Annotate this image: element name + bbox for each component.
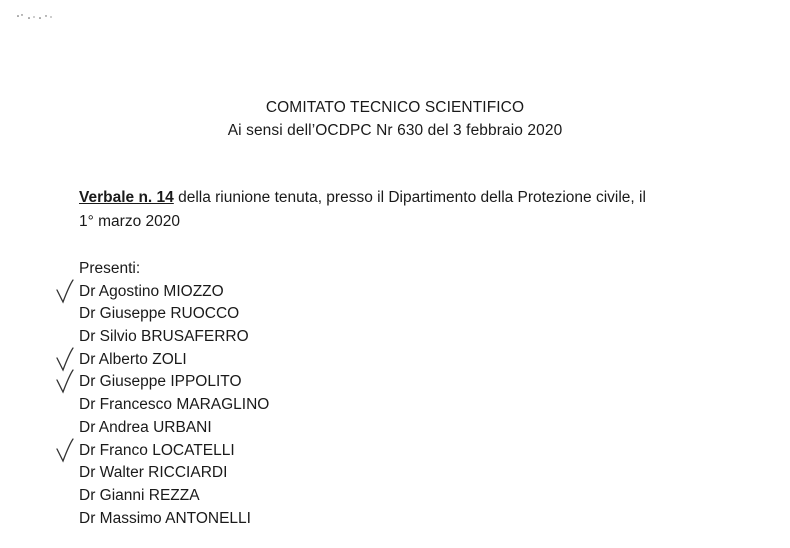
attendee-name: Dr Walter RICCIARDI [79, 464, 228, 482]
attendee-item [79, 417, 269, 440]
attendee-item [79, 462, 269, 485]
attendee-item [79, 371, 269, 394]
legal-basis: Ai sensi dell’OCDPC Nr 630 del 3 febbraio 2020 [227, 122, 563, 139]
committee-title: COMITATO TECNICO SCIENTIFICO [265, 99, 525, 116]
attendees-label: Presenti: [79, 260, 141, 277]
attendee-name: Dr Alberto ZOLI [79, 350, 187, 368]
attendee-name: Dr Silvio BRUSAFERRO [79, 328, 249, 346]
minutes-reference: Verbale n. 14 [79, 189, 174, 206]
attendee-name: Dr Giuseppe RUOCCO [79, 305, 240, 323]
attendee-item [79, 303, 269, 326]
attendee-list [79, 281, 269, 531]
attendee-name: Dr Franco LOCATELLI [79, 441, 235, 459]
handwritten-checkmark-icon [55, 368, 75, 396]
minutes-line [79, 186, 729, 210]
document-header [0, 96, 790, 142]
attendee-item [79, 326, 269, 349]
attendees-section [79, 258, 269, 530]
attendee-name: Dr Agostino MIOZZO [79, 282, 224, 300]
attendee-item [79, 394, 269, 417]
attendee-name: Dr Gianni REZZA [79, 486, 200, 504]
meeting-date: 1° marzo 2020 [79, 213, 180, 230]
handwritten-checkmark-icon [55, 437, 75, 465]
minutes-text: della riunione tenuta, presso il Dipartimento della Protezione civile, il [173, 189, 646, 206]
attendee-item [79, 508, 269, 531]
attendee-name: Dr Francesco MARAGLINO [79, 396, 270, 414]
attendee-name: Dr Andrea URBANI [79, 418, 212, 436]
minutes-intro [79, 186, 729, 234]
attendee-name: Dr Massimo ANTONELLI [79, 509, 251, 527]
attendee-item [79, 485, 269, 508]
scan-mark-icon [16, 12, 56, 22]
attendee-name: Dr Giuseppe IPPOLITO [79, 373, 242, 391]
attendee-item [79, 440, 269, 463]
handwritten-checkmark-icon [55, 278, 75, 306]
attendee-item [79, 281, 269, 304]
attendee-item [79, 349, 269, 372]
